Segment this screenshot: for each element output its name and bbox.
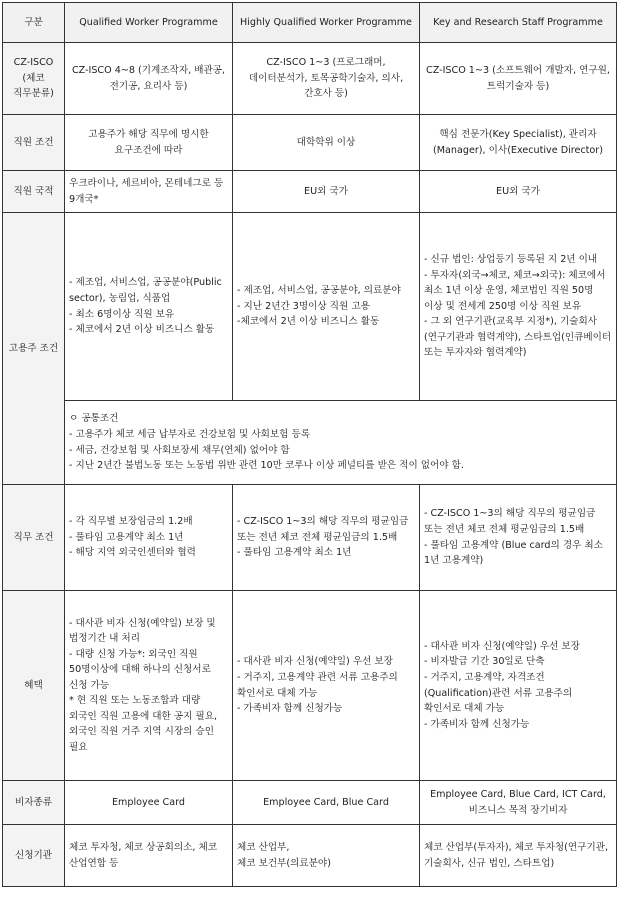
list-item: - 대량 신청 가능*: 외국인 직원 50명이상에 대해 하나의 신청서로 신청 가능 bbox=[69, 648, 211, 691]
visa-programme-comparison-table bbox=[2, 2, 617, 887]
header-qualified-worker-programme: Qualified Worker Programme bbox=[65, 3, 233, 43]
list-item: - 지난 2년간 불법노동 또는 노동법 위반 관련 10만 코루나 이상 페널티를 받은 적이 없어야 함. bbox=[69, 460, 464, 472]
nationality-highly-qualified: EU외 국가 bbox=[233, 171, 420, 213]
list-item: 체코 보건부(의료분야) bbox=[237, 857, 331, 869]
header-highly-qualified-worker-programme: Highly Qualified Worker Programme bbox=[233, 3, 420, 43]
row-cz-isco bbox=[3, 43, 617, 115]
job-key-research bbox=[420, 485, 617, 591]
list-item: - 대사관 비자 신청(예약일) 보장 및 법정기간 내 처리 bbox=[69, 617, 216, 645]
benefits-highly-qualified bbox=[233, 591, 420, 781]
list-item: - 각 직무별 보장임금의 1.2배 bbox=[69, 516, 193, 528]
list-item: - 신규 법인: 상업등기 등록된 지 2년 이내 bbox=[424, 254, 598, 266]
job-condition-qualified: 고용주가 해당 직무에 명시한 요구조건에 따라 bbox=[65, 115, 233, 171]
list-item: - 풀타임 고용계약 최소 1년 bbox=[237, 547, 352, 559]
job-condition-key-research: 핵심 전문가(Key Specialist), 관리자(Manager), 이사(Executive Director) bbox=[420, 115, 617, 171]
list-item: - 지난 2년간 3명이상 직원 고용 bbox=[237, 300, 370, 312]
nationality-qualified: 우크라이나, 세르비아, 몬테네그로 등 9개국* bbox=[65, 171, 233, 213]
list-item: - 대사관 비자 신청(예약일) 우선 보장 bbox=[237, 656, 393, 668]
list-item: * 현 직원 또는 노동조합과 대량 외국인 직원 고용에 대한 공지 필요, 외국인 직원 거주 지역 시장의 승인 필요 bbox=[69, 695, 218, 753]
employer-common-conditions bbox=[65, 401, 617, 485]
label-agency: 신청기관 bbox=[3, 825, 65, 887]
employer-key-research bbox=[420, 213, 617, 401]
list-item: - 체코에서 2년 이상 비즈니스 활동 bbox=[69, 324, 215, 336]
list-item: - 투자자(외국→체코, 체코→외국): 체코에서 최소 1년 이상 운영, 체코법인 직원 50명 이상 및 전세계 250명 이상 직원 보유 bbox=[424, 269, 606, 312]
list-item: - CZ-ISCO 1~3의 해당 직무의 평균임금 또는 전년 체코 전체 평균임금의 1.5배 bbox=[424, 508, 596, 535]
job-highly-qualified bbox=[233, 485, 420, 591]
benefits-qualified bbox=[65, 591, 233, 781]
list-item: - 최소 6명이상 직원 보유 bbox=[69, 308, 175, 320]
list-item: - 풀타임 고용계약 최소 1년 bbox=[69, 531, 184, 543]
list-item: 체코 산업부, bbox=[237, 841, 290, 853]
list-item: - 해당 지역 외국인센터와 협력 bbox=[69, 547, 196, 559]
label-job-requirement: 직무 조건 bbox=[3, 485, 65, 591]
visa-qualified: Employee Card bbox=[65, 781, 233, 825]
label-benefits: 혜택 bbox=[3, 591, 65, 781]
job-condition-highly-qualified: 대학학위 이상 bbox=[233, 115, 420, 171]
label-employer-condition: 고용주 조건 bbox=[3, 213, 65, 485]
agency-qualified: 체코 투자청, 체코 상공회의소, 체코 산업연합 등 bbox=[65, 825, 233, 887]
cz-isco-qualified: CZ-ISCO 4~8 (기계조작자, 배관공, 전기공, 요리사 등) bbox=[65, 43, 233, 115]
row-visa-type bbox=[3, 781, 617, 825]
employer-highly-qualified bbox=[233, 213, 420, 401]
cz-isco-highly-qualified: CZ-ISCO 1~3 (프로그래머, 데이터분석가, 토목공학기술자, 의사, 간호사 등) bbox=[233, 43, 420, 115]
visa-key-research: Employee Card, Blue Card, ICT Card, 비즈니스 목적 장기비자 bbox=[420, 781, 617, 825]
visa-highly-qualified: Employee Card, Blue Card bbox=[233, 781, 420, 825]
list-item: - CZ-ISCO 1~3의 해당 직무의 평균임금 또는 전년 체코 전체 평균임금의 1.5배 bbox=[237, 516, 409, 543]
common-heading: ㅇ 공통조건 bbox=[69, 413, 119, 425]
label-nationality: 직원 국적 bbox=[3, 171, 65, 213]
list-item: - 제조업, 서비스업, 공공분야(Public sector), 농림업, 식품업 bbox=[69, 277, 222, 304]
row-benefits bbox=[3, 591, 617, 781]
list-item: - 거주지, 고용계약 관련 서류 고용주의 확인서로 대체 가능 bbox=[237, 671, 398, 699]
label-job-condition: 직원 조건 bbox=[3, 115, 65, 171]
row-job-requirement bbox=[3, 485, 617, 591]
list-item: - 비자발급 기간 30일로 단축 bbox=[424, 656, 545, 668]
row-agency bbox=[3, 825, 617, 887]
header-key-research-staff-programme: Key and Research Staff Programme bbox=[420, 3, 617, 43]
list-item: - 제조업, 서비스업, 공공분야, 의료분야 bbox=[237, 285, 401, 297]
agency-highly-qualified bbox=[233, 825, 420, 887]
job-qualified bbox=[65, 485, 233, 591]
row-employer-condition bbox=[3, 213, 617, 401]
cz-isco-key-research: CZ-ISCO 1~3 (소프트웨어 개발자, 연구원, 트럭기술자 등) bbox=[420, 43, 617, 115]
label-cz-isco: CZ-ISCO (체코 직무분류) bbox=[3, 43, 65, 115]
row-nationality bbox=[3, 171, 617, 213]
row-job-condition bbox=[3, 115, 617, 171]
header-category: 구분 bbox=[3, 3, 65, 43]
list-item: - 가족비자 함께 신청가능 bbox=[237, 703, 343, 715]
list-item: - 가족비자 함께 신청가능 bbox=[424, 718, 530, 730]
employer-qualified bbox=[65, 213, 233, 401]
label-visa-type: 비자종류 bbox=[3, 781, 65, 825]
row-employer-common bbox=[3, 401, 617, 485]
list-item: - 고용주가 체코 세금 납부자로 건강보험 및 사회보험 등록 bbox=[69, 428, 311, 440]
list-item: - 그 외 연구기관(교육부 지정*), 기술회사(연구기관과 협력계약), 스타트업(인큐베이터 또는 투자자와 협력계약) bbox=[424, 316, 612, 359]
list-item: - 풀타임 고용계약 (Blue card의 경우 최소 1년 고용계약) bbox=[424, 539, 603, 567]
agency-key-research: 체코 산업부(투자자), 체코 투자청(연구기관, 기술회사, 신규 법인, 스타트업) bbox=[420, 825, 617, 887]
list-item: - 대사관 비자 신청(예약일) 우선 보장 bbox=[424, 640, 580, 652]
benefits-key-research bbox=[420, 591, 617, 781]
list-item: - 거주지, 고용계약, 자격조건(Qualification)관련 서류 고용주의 확인서로 대체 가능 bbox=[424, 671, 573, 715]
list-item: -체코에서 2년 이상 비즈니스 활동 bbox=[237, 316, 380, 328]
list-item: - 세금, 건강보험 및 사회보장세 채무(연체) 없어야 함 bbox=[69, 444, 290, 456]
nationality-key-research: EU외 국가 bbox=[420, 171, 617, 213]
header-row bbox=[3, 3, 617, 43]
